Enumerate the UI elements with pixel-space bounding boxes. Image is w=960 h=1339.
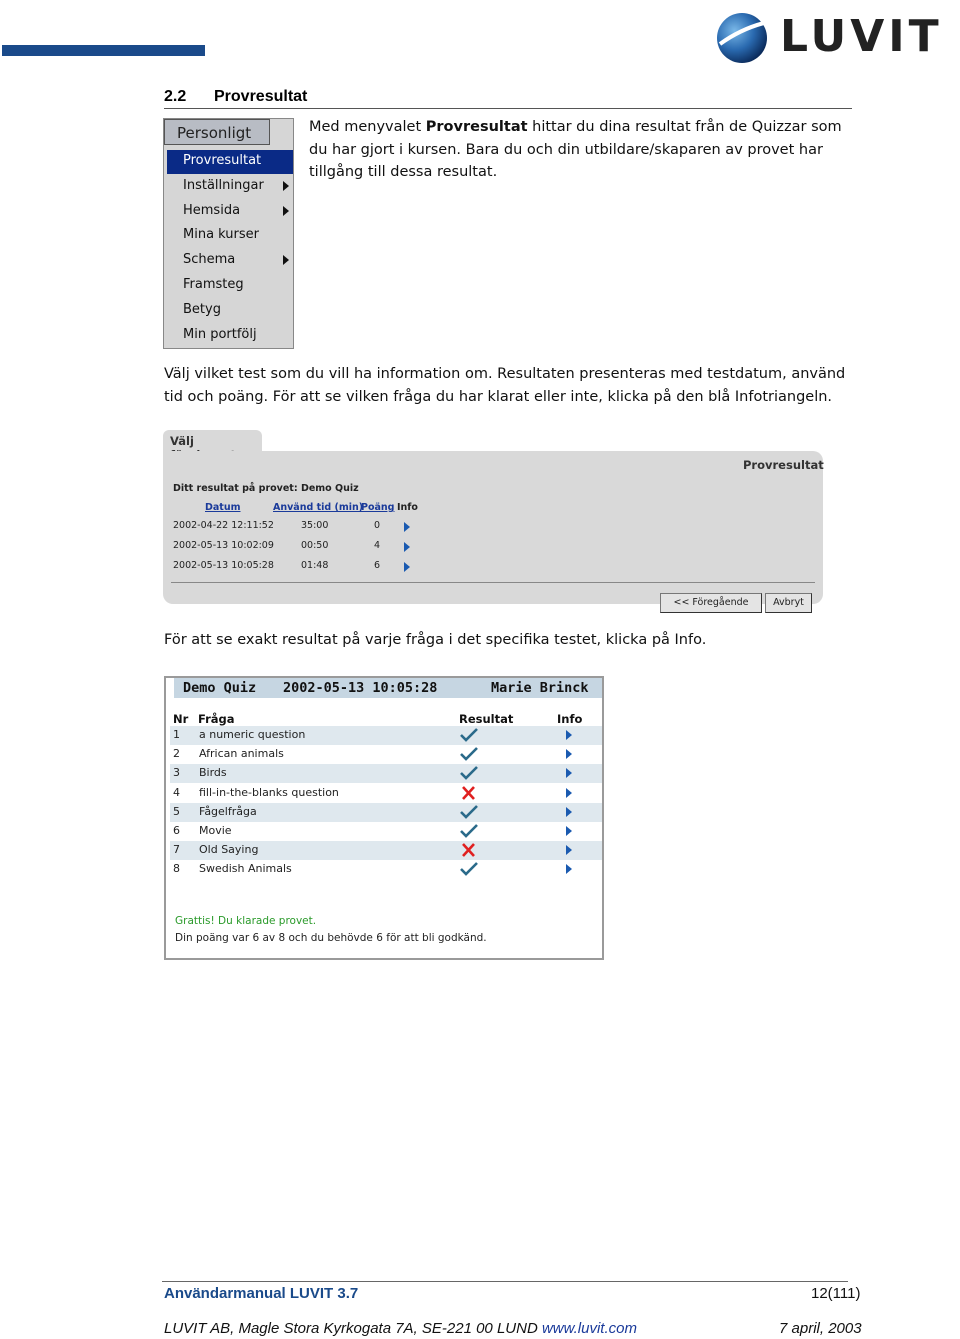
- check-icon: [458, 726, 480, 744]
- luvit-logo: [714, 8, 954, 66]
- section-heading: [164, 88, 852, 109]
- menu-item-7[interactable]: [167, 324, 293, 348]
- question-text: African animals: [199, 747, 284, 761]
- question-row: [170, 860, 602, 879]
- check-icon: [458, 822, 480, 840]
- question-text: Old Saying: [199, 843, 259, 857]
- info-triangle-icon[interactable]: [566, 768, 572, 778]
- menu-item-label: Provresultat: [183, 153, 262, 168]
- question-number: 4: [173, 785, 180, 799]
- logo-globe-icon: [714, 8, 774, 66]
- personal-menu: [163, 118, 294, 349]
- section-number: 2.2: [164, 88, 187, 105]
- question-number: 5: [173, 804, 180, 818]
- menu-item-label: Betyg: [183, 301, 221, 317]
- quiz-name: Demo Quiz: [183, 680, 257, 696]
- cross-icon: [458, 784, 480, 802]
- header-date[interactable]: Datum: [205, 502, 241, 513]
- website-link[interactable]: www.luvit.com: [541, 1320, 637, 1337]
- info-triangle-icon[interactable]: [566, 730, 572, 740]
- result-points: 4: [374, 540, 381, 551]
- question-number: 8: [173, 862, 180, 876]
- question-text: a numeric question: [199, 728, 306, 741]
- header-info: Info: [397, 502, 418, 513]
- header-points[interactable]: Poäng: [361, 502, 395, 513]
- question-number: 1: [173, 728, 180, 741]
- header-time[interactable]: Använd tid (min): [273, 502, 364, 513]
- menu-item-label: Inställningar: [183, 177, 264, 193]
- question-text: Birds: [199, 766, 227, 780]
- menu-item-5[interactable]: [167, 274, 293, 298]
- occurrence-body: [163, 451, 824, 608]
- question-number: 2: [173, 747, 180, 761]
- menu-item-6[interactable]: [167, 299, 293, 323]
- question-row: [170, 764, 602, 783]
- check-icon: [458, 745, 480, 763]
- question-row: [170, 745, 602, 764]
- intro-text-before: Med menyvalet: [309, 119, 426, 135]
- result-date: 2002-05-13 10:05:28: [173, 560, 274, 571]
- menu-item-0[interactable]: [167, 150, 293, 174]
- page-number: 12(111): [811, 1285, 861, 1302]
- col-question: Fråga: [198, 712, 235, 726]
- question-text: Fågelfråga: [199, 804, 257, 818]
- occurrence-title: Provresultat: [743, 458, 824, 472]
- occurrence-panel: [163, 430, 824, 608]
- cancel-button[interactable]: Avbryt: [765, 593, 812, 613]
- col-nr: Nr: [173, 712, 189, 726]
- logo-text: LUVIT: [780, 11, 943, 62]
- result-time: 00:50: [301, 540, 329, 551]
- previous-button[interactable]: << Föregående: [660, 593, 762, 613]
- info-triangle-icon[interactable]: [404, 542, 410, 552]
- select-test-paragraph: Välj vilket test som du vill ha information om. Resultaten presenteras med testdatum, använd tid och poäng. För att se vilken fråga du har klarat eller inte, klicka på den blå Infotriangeln.: [164, 366, 846, 405]
- detail-header: [174, 678, 602, 698]
- success-message: Grattis! Du klarade provet.: [175, 915, 317, 927]
- info-triangle-icon[interactable]: [566, 864, 572, 874]
- col-result: Resultat: [459, 712, 514, 726]
- submenu-arrow-icon: [283, 206, 289, 216]
- quiz-datetime: 2002-05-13 10:05:28: [283, 680, 438, 696]
- company-address: [164, 1320, 637, 1337]
- info-triangle-icon[interactable]: [566, 788, 572, 798]
- question-text: Swedish Animals: [199, 862, 292, 876]
- submenu-arrow-icon: [283, 255, 289, 265]
- divider: [171, 582, 815, 583]
- info-paragraph: För att se exakt resultat på varje fråga i det specifika testet, klicka på Info.: [164, 632, 707, 648]
- info-triangle-icon[interactable]: [404, 562, 410, 572]
- question-row: [170, 822, 602, 841]
- check-icon: [458, 764, 480, 782]
- footer-divider: [162, 1281, 848, 1282]
- result-time: 01:48: [301, 560, 329, 571]
- menu-item-2[interactable]: [167, 200, 293, 224]
- brand-bar: [2, 45, 205, 56]
- result-time: 35:00: [301, 520, 329, 531]
- info-triangle-icon[interactable]: [566, 826, 572, 836]
- intro-bold: Provresultat: [425, 119, 528, 135]
- info-triangle-icon[interactable]: [404, 522, 410, 532]
- menu-item-label: Min portfölj: [183, 326, 257, 342]
- result-points: 6: [374, 560, 381, 571]
- question-row: [170, 784, 602, 803]
- result-date: 2002-05-13 10:02:09: [173, 540, 274, 551]
- menu-item-label: Hemsida: [183, 202, 241, 218]
- menu-item-label: Schema: [183, 252, 236, 268]
- question-number: 6: [173, 824, 180, 837]
- check-icon: [458, 803, 480, 821]
- col-info: Info: [557, 712, 583, 726]
- question-number: 3: [173, 766, 180, 780]
- question-row: [170, 726, 602, 745]
- menu-title[interactable]: Personligt: [164, 119, 270, 145]
- document-date: 7 april, 2003: [779, 1320, 862, 1337]
- menu-item-label: Mina kurser: [183, 227, 259, 243]
- submenu-arrow-icon: [283, 181, 289, 191]
- manual-title: Användarmanual LUVIT 3.7: [164, 1285, 359, 1302]
- question-text: Movie: [199, 824, 232, 837]
- info-triangle-icon[interactable]: [566, 845, 572, 855]
- cross-icon: [458, 841, 480, 859]
- question-text: fill-in-the-blanks question: [199, 785, 339, 799]
- occurrence-subtitle: Ditt resultat på provet: Demo Quiz: [173, 483, 359, 494]
- menu-item-4[interactable]: [167, 249, 293, 273]
- occurrence-tab[interactable]: Välj: [163, 430, 262, 452]
- question-number: 7: [173, 843, 180, 857]
- score-message: Din poäng var 6 av 8 och du behövde 6 för att bli godkänd.: [175, 932, 487, 944]
- result-detail-panel: [164, 676, 604, 960]
- result-points: 0: [374, 520, 381, 531]
- intro-paragraph: [309, 116, 859, 184]
- menu-item-3[interactable]: [167, 224, 293, 248]
- check-icon: [458, 860, 480, 878]
- address-text: LUVIT AB, Magle Stora Kyrkogata 7A, SE-221 00 LUND: [164, 1320, 542, 1337]
- info-triangle-icon[interactable]: [566, 749, 572, 759]
- info-triangle-icon[interactable]: [566, 807, 572, 817]
- menu-item-1[interactable]: [167, 175, 293, 199]
- intro-text-after: hittar du dina resultat från de Quizzar som du har gjort i kursen. Bara du och din utbildare/skaparen av provet har tillgång till dessa resultat.: [309, 119, 842, 180]
- section-title: Provresultat: [214, 88, 308, 105]
- question-row: [170, 841, 602, 860]
- question-row: [170, 803, 602, 822]
- result-date: 2002-04-22 12:11:52: [173, 520, 274, 531]
- user-name: Marie Brinck: [491, 680, 589, 696]
- menu-item-label: Framsteg: [183, 277, 244, 292]
